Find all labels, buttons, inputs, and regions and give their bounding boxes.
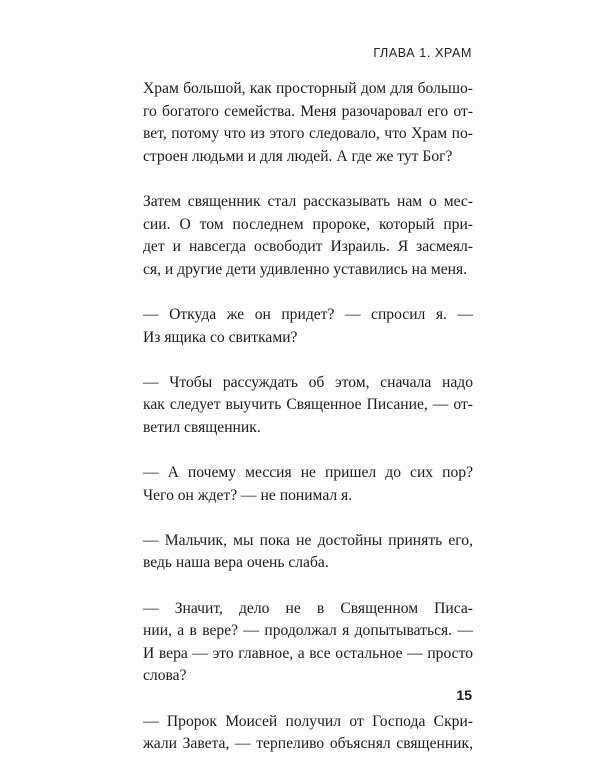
body-text — [121, 78, 473, 778]
text-line: строен людьми и для людей. А где же тут Бог? — [143, 147, 453, 165]
text-line: ветил священник. — [143, 418, 261, 436]
text-line: вет, потому что из этого следовало, что Храм по- — [143, 125, 473, 143]
text-line: И вера — это главное, а все остальное — просто — [143, 644, 473, 662]
text-line: дет и навсегда освободит Израиль. Я засмеял- — [143, 238, 473, 256]
running-head: ГЛАВА 1. ХРАМ — [373, 46, 472, 60]
paragraph-4 — [121, 372, 473, 440]
paragraph-6 — [121, 530, 473, 575]
text-line: слова? — [143, 667, 187, 685]
text-line: как следует выучить Священное Писание, — от- — [143, 396, 473, 414]
paragraph-5 — [121, 462, 473, 507]
text-line: — Откуда же он придет? — спросил я. — — [143, 305, 473, 323]
text-line: го богатого семейства. Меня разочаровал его от- — [143, 102, 473, 120]
text-line: — А почему мессия не пришел до сих пор? — [143, 464, 473, 482]
text-line: — Значит, дело не в Священном Писа- — [143, 599, 473, 617]
text-line: Затем священник стал рассказывать нам о мес- — [143, 192, 473, 210]
text-line: ведь наша вера очень слаба. — [143, 554, 329, 572]
paragraph-7 — [121, 598, 473, 688]
text-line: Чего он ждет? — не понимал я. — [143, 486, 353, 504]
paragraph-1 — [121, 78, 473, 168]
text-line: Из ящика со свитками? — [143, 328, 298, 346]
text-line: Храм большой, как просторный дом для большо- — [143, 80, 473, 97]
text-line: — Чтобы рассуждать об этом, сначала надо — [143, 373, 473, 391]
text-line: нии, а в вере? — продолжал я допытываться. — — [143, 622, 473, 640]
text-line: — Мальчик, мы пока не достойны принять его, — [143, 531, 473, 549]
paragraph-2 — [121, 191, 473, 281]
text-line: сии. О том последнем пророке, который при- — [143, 215, 473, 233]
text-line: жали Завета, — терпеливо объяснял священник, — [143, 735, 473, 753]
paragraph-3 — [121, 304, 473, 349]
page-number: 15 — [456, 687, 472, 703]
text-line: — Пророк Моисей получил от Господа Скри- — [143, 712, 473, 730]
paragraph-8 — [121, 711, 473, 756]
text-line: ся, и другие дети удивленно уставились на меня. — [143, 260, 468, 278]
